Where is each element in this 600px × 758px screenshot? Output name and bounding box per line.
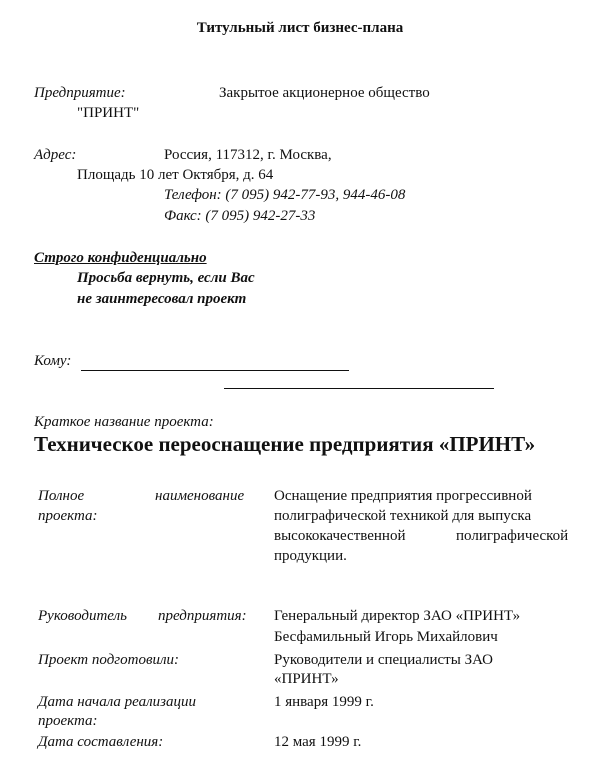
- full-name-value-line3a: высококачественной: [274, 528, 406, 544]
- phone-line: Телефон: (7 095) 942-77-93, 944-46-08: [164, 187, 406, 203]
- compiled-value: 12 мая 1999 г.: [274, 734, 362, 750]
- full-name-label-line2: проекта:: [38, 508, 98, 524]
- full-name-value-line1: Оснащение предприятия прогрессивной: [274, 488, 532, 504]
- head-label-word2: предприятия:: [158, 608, 247, 624]
- page-title: Титульный лист бизнес-плана: [196, 20, 404, 36]
- full-name-label-word1: Полное: [38, 488, 85, 504]
- compiled-label: Дата составления:: [38, 734, 164, 750]
- to-blank-line-2: [224, 388, 494, 389]
- prepared-value-line1: Руководители и специалисты ЗАО: [274, 652, 494, 668]
- start-date-label-line1: Дата начала реализации: [38, 694, 197, 710]
- full-name-value-line4: продукции.: [274, 548, 347, 564]
- enterprise-label: Предприятие:: [34, 85, 126, 101]
- head-value-line1: Генеральный директор ЗАО «ПРИНТ»: [274, 608, 521, 624]
- head-label-word1: Руководитель: [38, 608, 127, 624]
- full-name-value-line3b: полиграфической: [456, 528, 569, 544]
- start-date-value: 1 января 1999 г.: [274, 694, 374, 710]
- full-name-value-line2: полиграфической техникой для выпуска: [274, 508, 532, 524]
- start-date-label-line2: проекта:: [38, 713, 98, 729]
- head-value-line2: Бесфамильный Игорь Михайлович: [274, 629, 498, 645]
- project-short-name: Техническое переоснащение предприятия «ПРИНТ»: [34, 432, 536, 456]
- prepared-label: Проект подготовили:: [38, 652, 180, 668]
- full-name-label-word2: наименование: [155, 488, 245, 504]
- prepared-value-line2: «ПРИНТ»: [274, 671, 339, 687]
- address-label: Адрес:: [34, 147, 77, 163]
- fax-line: Факс: (7 095) 942-27-33: [164, 208, 316, 224]
- to-blank-line-1: [81, 370, 349, 371]
- confidential-line1: Просьба вернуть, если Вас: [77, 270, 255, 286]
- address-line1: Россия, 117312, г. Москва,: [164, 147, 332, 163]
- confidential-line2: не заинтересовал проект: [77, 291, 247, 307]
- to-label: Кому:: [34, 353, 72, 369]
- short-name-label: Краткое название проекта:: [34, 414, 214, 430]
- enterprise-value-line1: Закрытое акционерное общество: [219, 85, 430, 101]
- address-line2: Площадь 10 лет Октября, д. 64: [77, 167, 274, 183]
- enterprise-value-line2: "ПРИНТ": [77, 105, 140, 121]
- confidential-heading: Строго конфиденциально: [34, 250, 207, 266]
